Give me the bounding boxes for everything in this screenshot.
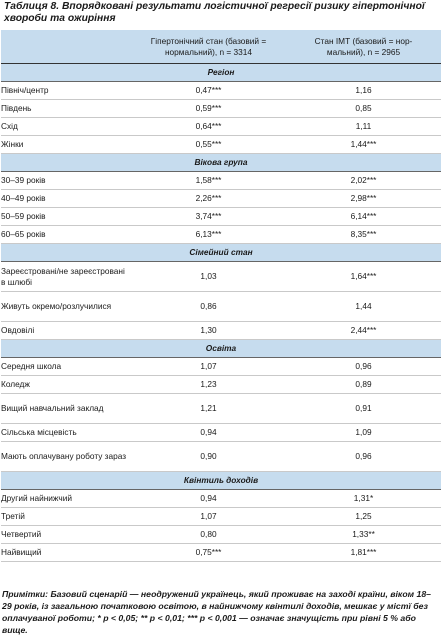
row-label: Овдовілі bbox=[1, 322, 131, 340]
bmi-value: 0,96 bbox=[286, 358, 441, 376]
regression-table bbox=[1, 30, 441, 562]
bmi-value: 0,85 bbox=[286, 100, 441, 118]
hypertension-value: 0,90 bbox=[131, 442, 286, 472]
bmi-value: 0,89 bbox=[286, 376, 441, 394]
row-label: Жінки bbox=[1, 136, 131, 154]
table-header-row bbox=[1, 30, 441, 64]
hypertension-value: 0,94 bbox=[131, 490, 286, 508]
section-title: Сімейний стан bbox=[1, 244, 441, 262]
row-label: Найвищий bbox=[1, 544, 131, 562]
row-label: Схід bbox=[1, 118, 131, 136]
table-row bbox=[1, 322, 441, 340]
hypertension-value: 2,26*** bbox=[131, 190, 286, 208]
row-label: Північ/центр bbox=[1, 82, 131, 100]
table-row bbox=[1, 292, 441, 322]
bmi-value: 1,81*** bbox=[286, 544, 441, 562]
section-title: Регіон bbox=[1, 64, 441, 82]
table-row bbox=[1, 136, 441, 154]
row-label: 40–49 років bbox=[1, 190, 131, 208]
bmi-value: 1,25 bbox=[286, 508, 441, 526]
bmi-value: 2,98*** bbox=[286, 190, 441, 208]
table-row bbox=[1, 82, 441, 100]
row-label: Другий найнижчий bbox=[1, 490, 131, 508]
bmi-value: 8,35*** bbox=[286, 226, 441, 244]
hypertension-value: 1,21 bbox=[131, 394, 286, 424]
header-bmi: Стан ІМТ (базовий = нор- мальний), n = 2965 bbox=[286, 30, 441, 64]
hypertension-value: 0,94 bbox=[131, 424, 286, 442]
hypertension-value: 1,07 bbox=[131, 358, 286, 376]
bmi-value: 1,64*** bbox=[286, 262, 441, 292]
bmi-value: 2,02*** bbox=[286, 172, 441, 190]
table-row bbox=[1, 118, 441, 136]
bmi-value: 1,44*** bbox=[286, 136, 441, 154]
hypertension-value: 1,58*** bbox=[131, 172, 286, 190]
table-row bbox=[1, 376, 441, 394]
bmi-value: 0,91 bbox=[286, 394, 441, 424]
section-header-row bbox=[1, 154, 441, 172]
row-label: 60–65 років bbox=[1, 226, 131, 244]
hypertension-value: 0,59*** bbox=[131, 100, 286, 118]
row-label: Сільська місцевість bbox=[1, 424, 131, 442]
table-row bbox=[1, 490, 441, 508]
row-label: Мають оплачувану роботу зараз bbox=[1, 442, 131, 472]
row-label: Четвертий bbox=[1, 526, 131, 544]
bmi-value: 0,96 bbox=[286, 442, 441, 472]
table-row bbox=[1, 190, 441, 208]
bmi-value: 1,09 bbox=[286, 424, 441, 442]
row-label: 50–59 років bbox=[1, 208, 131, 226]
row-label: Вищий навчальний заклад bbox=[1, 394, 131, 424]
row-label: Південь bbox=[1, 100, 131, 118]
table-row bbox=[1, 226, 441, 244]
table-caption: Таблиця 8. Впорядковані результати логістичної регресії ризику гіпертонічної хвороби та ожиріння bbox=[4, 1, 425, 24]
table-body bbox=[1, 64, 441, 562]
hypertension-value: 0,47*** bbox=[131, 82, 286, 100]
bmi-value: 1,33** bbox=[286, 526, 441, 544]
hypertension-value: 0,64*** bbox=[131, 118, 286, 136]
bmi-value: 1,44 bbox=[286, 292, 441, 322]
table-row bbox=[1, 100, 441, 118]
hypertension-value: 1,03 bbox=[131, 262, 286, 292]
hypertension-value: 3,74*** bbox=[131, 208, 286, 226]
table-row bbox=[1, 424, 441, 442]
table-row bbox=[1, 358, 441, 376]
table-row bbox=[1, 442, 441, 472]
row-label: 30–39 років bbox=[1, 172, 131, 190]
section-header-row bbox=[1, 472, 441, 490]
bmi-value: 1,11 bbox=[286, 118, 441, 136]
table-row bbox=[1, 394, 441, 424]
hypertension-value: 0,75*** bbox=[131, 544, 286, 562]
hypertension-value: 0,86 bbox=[131, 292, 286, 322]
table-row bbox=[1, 262, 441, 292]
hypertension-value: 6,13*** bbox=[131, 226, 286, 244]
row-label: Живуть окремо/розлучилися bbox=[1, 292, 131, 322]
hypertension-value: 1,07 bbox=[131, 508, 286, 526]
table-row bbox=[1, 172, 441, 190]
bmi-value: 2,44*** bbox=[286, 322, 441, 340]
table-row bbox=[1, 208, 441, 226]
bmi-value: 1,31* bbox=[286, 490, 441, 508]
table-row bbox=[1, 526, 441, 544]
section-title: Вікова група bbox=[1, 154, 441, 172]
table-notes: Примітки: Базовий сценарій — неодружений українець, який проживає на заході країни, віком 18–29 років, із загальною початковою освітою, в найнижчому квінтилі доходів, мешкає у містї без оплачуваної роботи; * p < 0,05; ** p < 0,01; *** p < 0,001 — означає значущість при рівні 5 % або вище. bbox=[2, 589, 431, 635]
hypertension-value: 0,80 bbox=[131, 526, 286, 544]
section-title: Освіта bbox=[1, 340, 441, 358]
row-label: Коледж bbox=[1, 376, 131, 394]
section-header-row bbox=[1, 340, 441, 358]
hypertension-value: 0,55*** bbox=[131, 136, 286, 154]
table-row bbox=[1, 508, 441, 526]
hypertension-value: 1,30 bbox=[131, 322, 286, 340]
section-title: Квінтиль доходів bbox=[1, 472, 441, 490]
header-empty-cell bbox=[1, 30, 131, 64]
header-hypertension: Гіпертонічний стан (базовий = нормальний), n = 3314 bbox=[131, 30, 286, 64]
bmi-value: 6,14*** bbox=[286, 208, 441, 226]
row-label: Середня школа bbox=[1, 358, 131, 376]
row-label: Третій bbox=[1, 508, 131, 526]
section-header-row bbox=[1, 64, 441, 82]
bmi-value: 1,16 bbox=[286, 82, 441, 100]
row-label: Зареєстровані/не зареєстровані в шлюбі bbox=[1, 262, 131, 292]
hypertension-value: 1,23 bbox=[131, 376, 286, 394]
table-row bbox=[1, 544, 441, 562]
section-header-row bbox=[1, 244, 441, 262]
